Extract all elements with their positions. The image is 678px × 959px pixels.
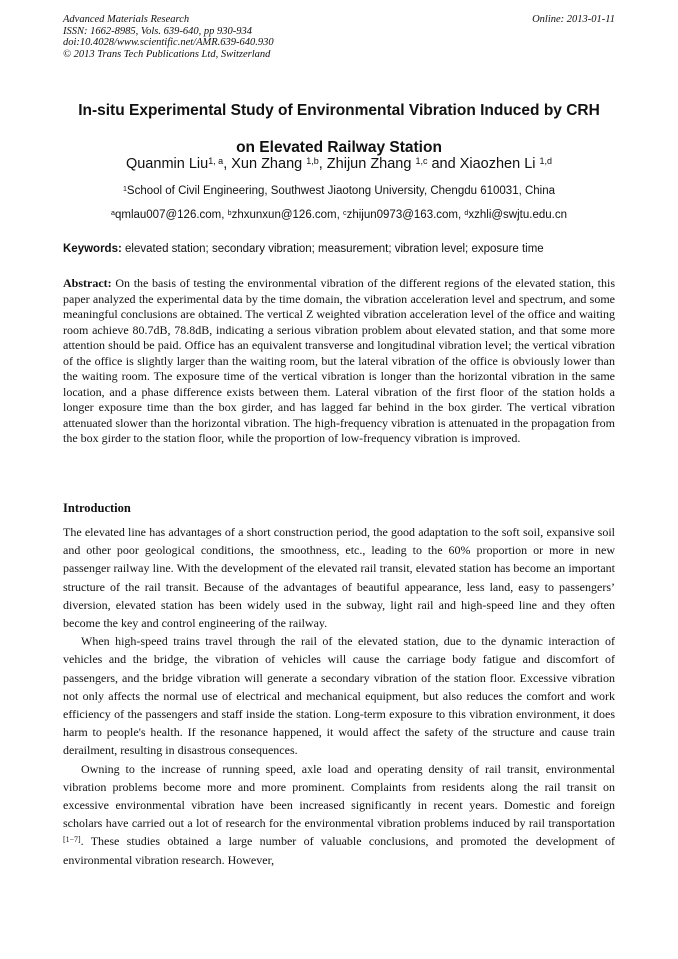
abstract <box>63 276 615 447</box>
author-superscript: 1,d <box>539 155 553 166</box>
author-separator: and <box>427 156 460 172</box>
title-line-2: on Elevated Railway Station <box>236 139 442 156</box>
paragraph-text: . These studies obtained a large number of valuable conclusions, and promoted the development of environmental vibration research. However, <box>63 834 615 867</box>
title-line-1: In-situ Experimental Study of Environmental Vibration Induced by CRH <box>78 102 600 119</box>
author-name: Zhijun Zhang <box>326 156 416 172</box>
author-separator: , <box>318 156 327 172</box>
paragraph: The elevated line has advantages of a short construction period, the good adaptation to the soft soil, expansive soil and other poor geological conditions, the smoothness, etc., leading to the 60% proportion or more in new passenger railway line. With the development of the elevated rail transit, elevated station has become an important structure of the rail transit. Because of the advantages of beautiful appearance, less land, easy to passengers’ diversion, elevated station has been widely used in the subway, light rail and high-speed line and they often become the key and control engineering of the railway. <box>63 525 615 631</box>
keywords-text: elevated station; secondary vibration; measurement; vibration level; exposure time <box>121 243 544 255</box>
abstract-label: Abstract: <box>63 276 112 290</box>
introduction-heading: Introduction <box>63 501 131 515</box>
email-address: zhijun0973@163.com, <box>346 209 465 221</box>
author-name: Quanmin Liu <box>125 156 209 172</box>
email-list <box>0 207 678 223</box>
paragraph: When high-speed trains travel through the rail of the elevated station, due to the dynamic interaction of vehicles and the bridge, the vibration of vehicles will cause the carriage body fatigue and discomfort of passengers, and the bridge vibration will generate a secondary vibration of the station floor. Excessive vibration not only affects the normal use of electrical and mechanical equipment, but also reduces the comfort and work efficiency of the passengers and staff inside the station. Long-term exposure to this vibration environment, it does harm to people's health. If the resonance happened, it would affect the safety of the structure and cause train derailment, resulting in disastrous consequences. <box>63 634 615 758</box>
author-name: Xun Zhang <box>231 156 307 172</box>
abstract-text: On the basis of testing the environmental vibration of the different regions of the elevated station, this paper analyzed the experimental data by the time domain, the vibration acceleration level and spectrum, and some meaningful conclusions are obtained. The vertical Z weighted vibration acceleration level of the office and waiting room achieve 80.7dB, 78.8dB, indicating a serious vibration problem about elevated station, and that some more attention should be paid. Office has an equivalent transverse and longitudinal vibration level; the vertical vibration of the office is slightly larger than the waiting room, but the lateral vibration of the office is obviously lower than the waiting room. The exposure time of the vertical vibration is longer than the horizontal vibration in the same location, and a phase difference exists between them. Lateral vibration of the first floor of the station holds a longer exposure time than the box girder, and has lagged far behind in the box girder. The vertical vibration attenuated slower than the horizontal vibration. The high-frequency vibration is attenuated in the propagation from the box girder to the station floor, while the proportion of low-frequency vibration is improved. <box>63 276 615 445</box>
email-superscript: c <box>343 208 347 217</box>
email-address: qmlau007@126.com, <box>114 209 228 221</box>
affiliation <box>0 183 678 199</box>
author-superscript: 1,c <box>415 155 428 166</box>
author-superscript: 1, a <box>208 155 224 166</box>
keywords-label: Keywords: <box>63 243 122 255</box>
email-address: xzhli@swjtu.edu.cn <box>468 209 567 221</box>
affiliation-superscript: 1 <box>122 184 127 193</box>
email-superscript: a <box>111 208 115 217</box>
issn-line: ISSN: 1662-8985, Vols. 639-640, pp 930-934 <box>63 25 252 37</box>
affiliation-text: School of Civil Engineering, Southwest Jiaotong University, Chengdu 610031, China <box>126 185 556 197</box>
author-name: Xiaozhen Li <box>459 156 540 172</box>
paragraph-text: Owning to the increase of running speed, axle load and operating density of rail transit, environmental vibration problems become more and more prominent. Complaints from residents along the rail transit on excessive environmental vibration have been increased significantly in recent years. Domestic and foreign scholars have carried out a lot of research for the environmental vibration problems induced by rail transportation <box>63 761 615 831</box>
author-superscript: 1,b <box>306 155 319 166</box>
introduction-body <box>63 523 615 869</box>
journal-header <box>63 14 274 60</box>
copyright-line: © 2013 Trans Tech Publications Ltd, Switzerland <box>63 48 271 60</box>
email-address: zhxunxun@126.com, <box>231 209 344 221</box>
citation-ref: [1−7] <box>63 834 81 844</box>
author-separator: , <box>223 156 232 172</box>
journal-name: Advanced Materials Research <box>63 14 190 25</box>
author-list <box>0 154 678 174</box>
keywords <box>63 241 615 257</box>
paragraph <box>63 760 615 869</box>
doi-line: doi:10.4028/www.scientific.net/AMR.639-640.930 <box>63 37 274 48</box>
email-superscript: d <box>464 208 469 217</box>
online-date: Online: 2013-01-11 <box>532 14 615 25</box>
email-superscript: b <box>227 208 232 217</box>
